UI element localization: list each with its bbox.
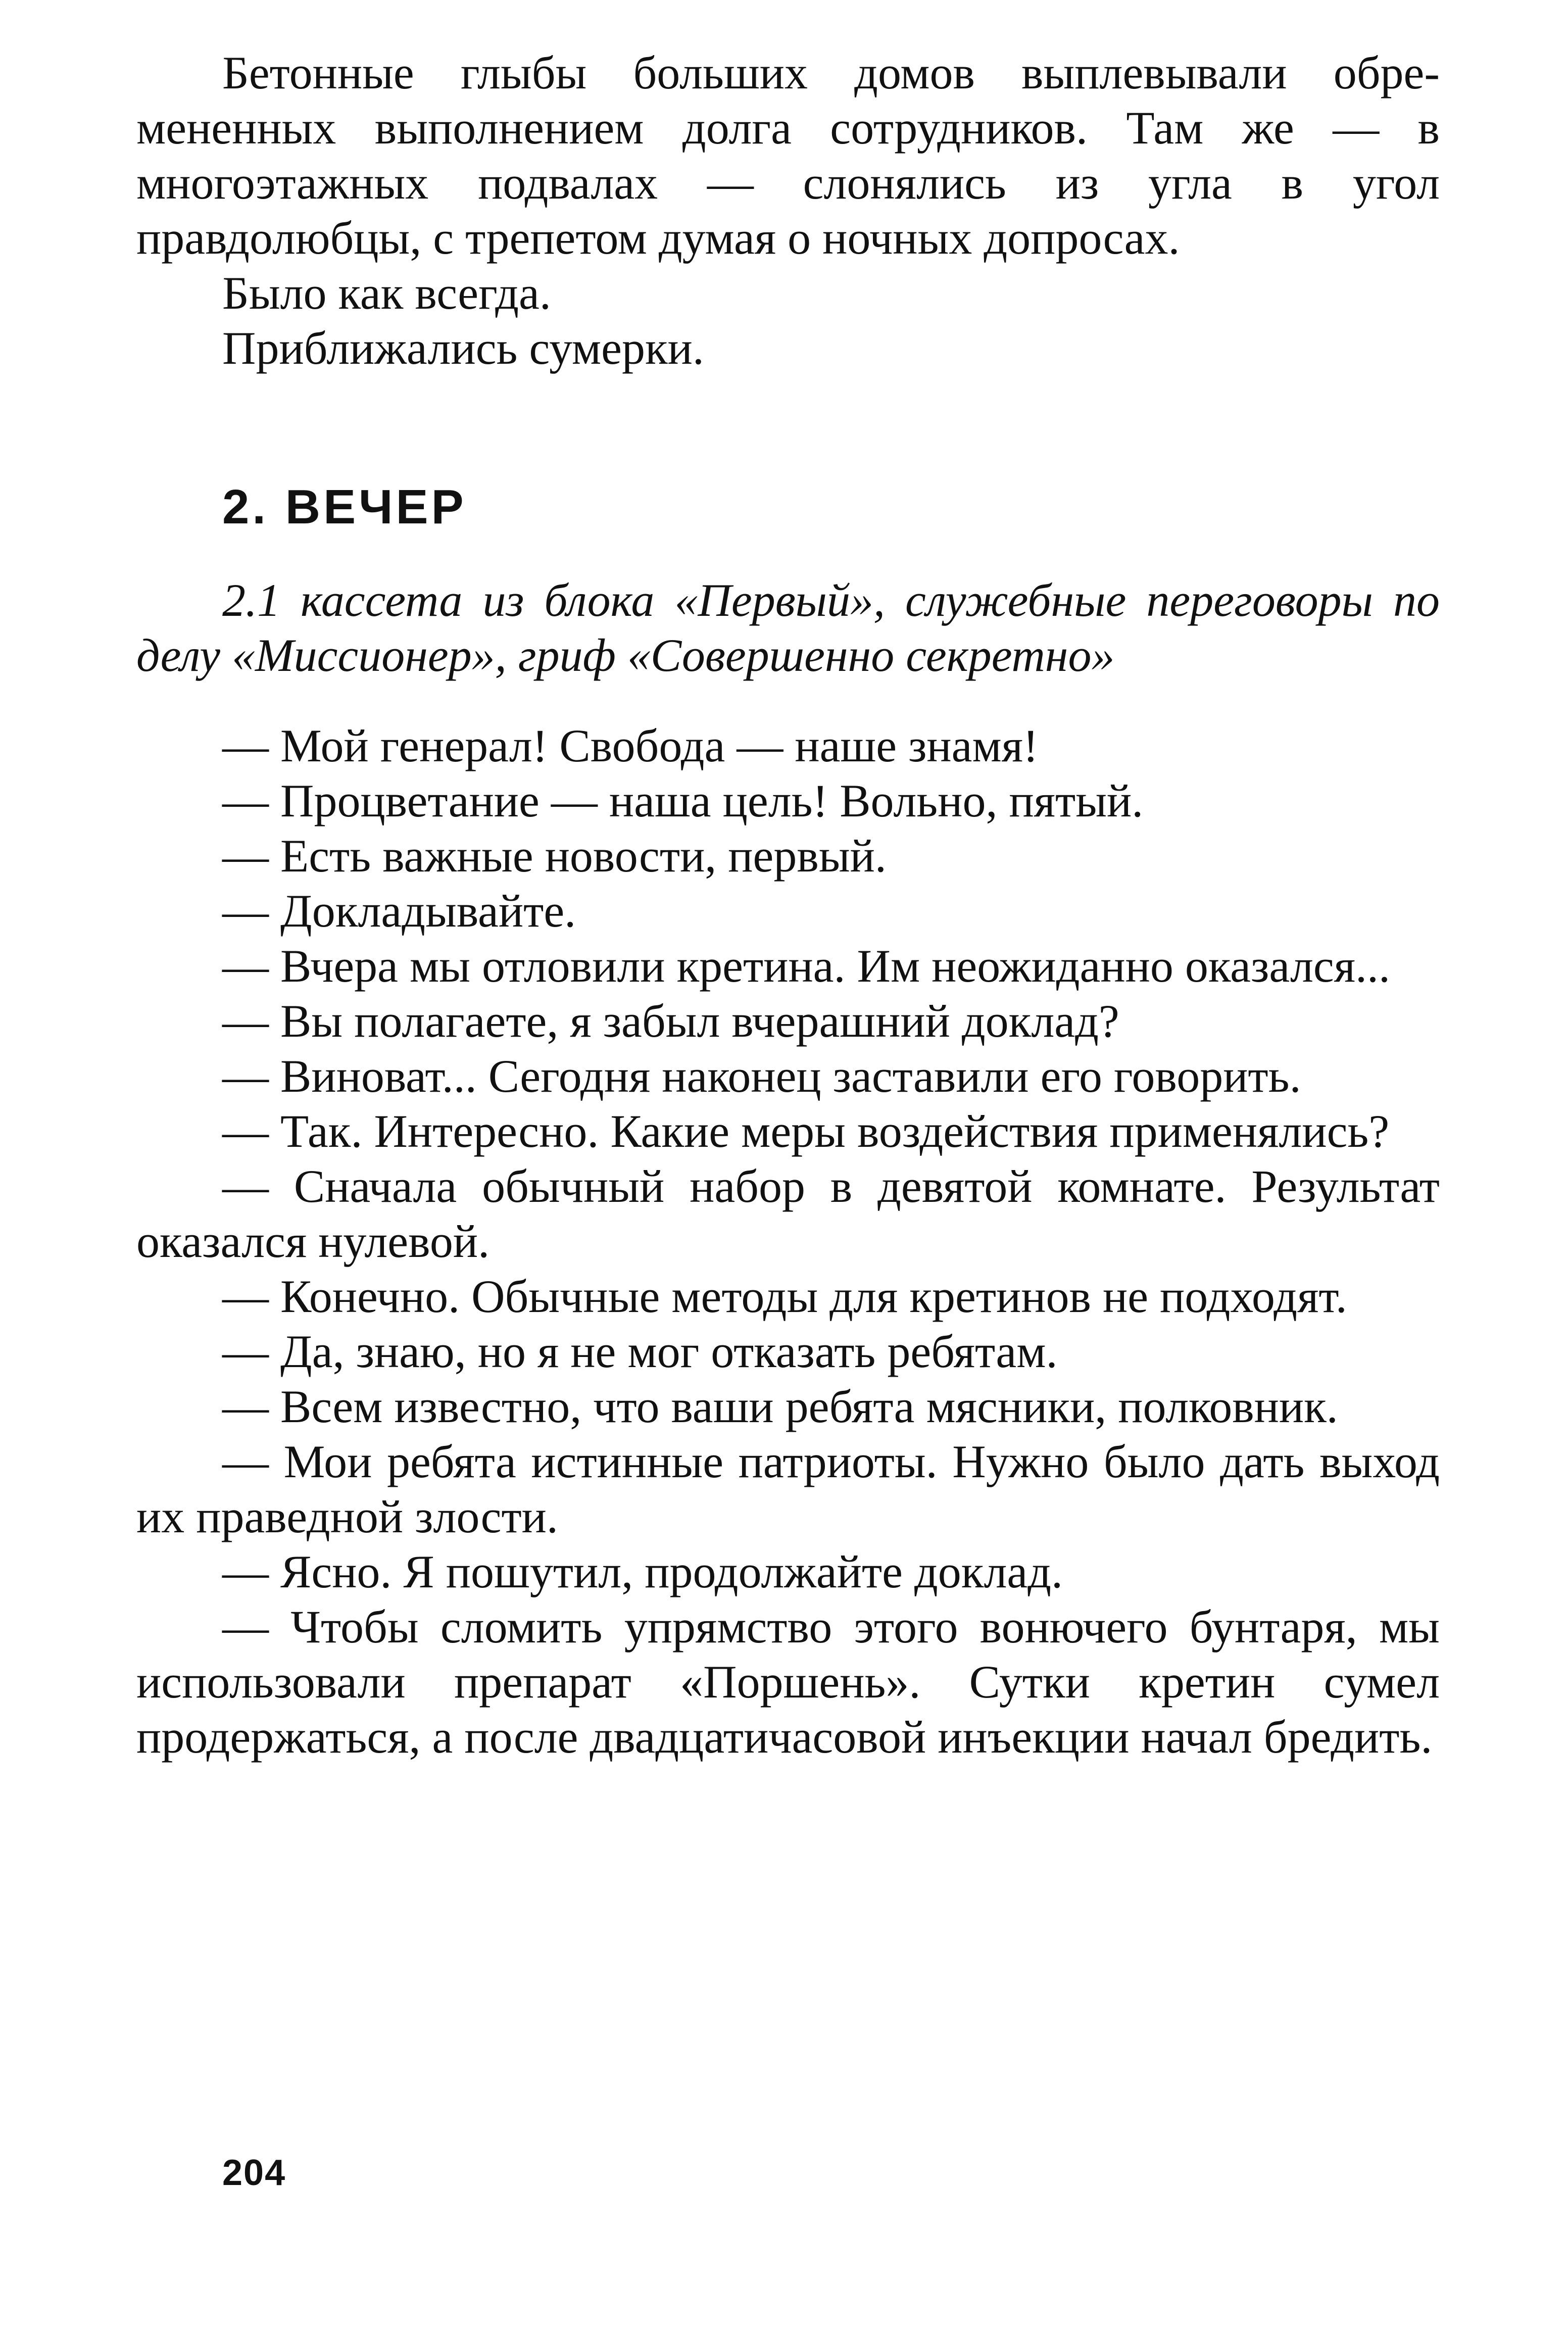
dialogue-line: — Вы полагаете, я забыл вчерашний доклад? (222, 995, 1119, 1047)
page-number: 204 (222, 2153, 286, 2193)
dialogue-line: — Конечно. Обычные методы для кретинов не подходят. (222, 1271, 1347, 1322)
dialogue-line: — Сначала обычный набор в девятой комнате. Результат оказался нулевой. (136, 1160, 1440, 1267)
dialogue-line: — Вчера мы отловили кретина. Им неожиданно оказался... (222, 940, 1391, 992)
dialogue-line: — Мои ребята истинные патриоты. Нужно было дать выход их праведной злости. (136, 1436, 1440, 1542)
dialogue-line: — Ясно. Я пошутил, продолжайте доклад. (222, 1546, 1063, 1597)
intro-paragraph-1: Бетонные глыбы больших домов выплевывали обремененных выполнением долга сотрудников. Там же — в многоэтажных подвалах — слонялись из угла в угол правдолюбцы, с трепетом думая о ночных допросах. (136, 47, 1440, 264)
dialogue-line: — Мой генерал! Свобода — наше знамя! (222, 720, 1039, 771)
dialogue-line: — Всем известно, что ваши ребята мясники, полковник. (222, 1381, 1338, 1432)
dialogue-line: — Докладывайте. (222, 885, 576, 937)
dialogue-line: — Процветание — наша цель! Вольно, пятый. (222, 775, 1144, 827)
dialogue-line: — Так. Интересно. Какие меры воздействия применялись? (222, 1105, 1390, 1157)
dialogue-line: — Да, знаю, но я не мог отказать ребятам. (222, 1326, 1058, 1377)
intro-paragraph-2: Было как всегда. (222, 267, 551, 319)
book-page (136, 45, 1440, 2289)
dialogue-line: — Есть важные новости, первый. (222, 830, 887, 882)
intro-paragraph-3: Приближались сумерки. (222, 322, 704, 374)
intro-text (136, 45, 1440, 376)
dialogue-line: — Чтобы сломить упрямство этого вонючего бунтаря, мы использовали препарат «Поршень». Сутки кретин сумел продержаться, а после двадцатичасовой инъекции начал бредить. (136, 1601, 1440, 1763)
dialogue-line: — Виноват... Сегодня наконец заставили его говорить. (222, 1050, 1301, 1102)
section-subheading: 2.1 кассета из блока «Первый», служебные переговоры по делу «Миссионер», гриф «Совершенно секретно» (136, 574, 1440, 681)
section-heading: 2. ВЕЧЕР (222, 480, 467, 534)
dialogue (136, 718, 1440, 1765)
